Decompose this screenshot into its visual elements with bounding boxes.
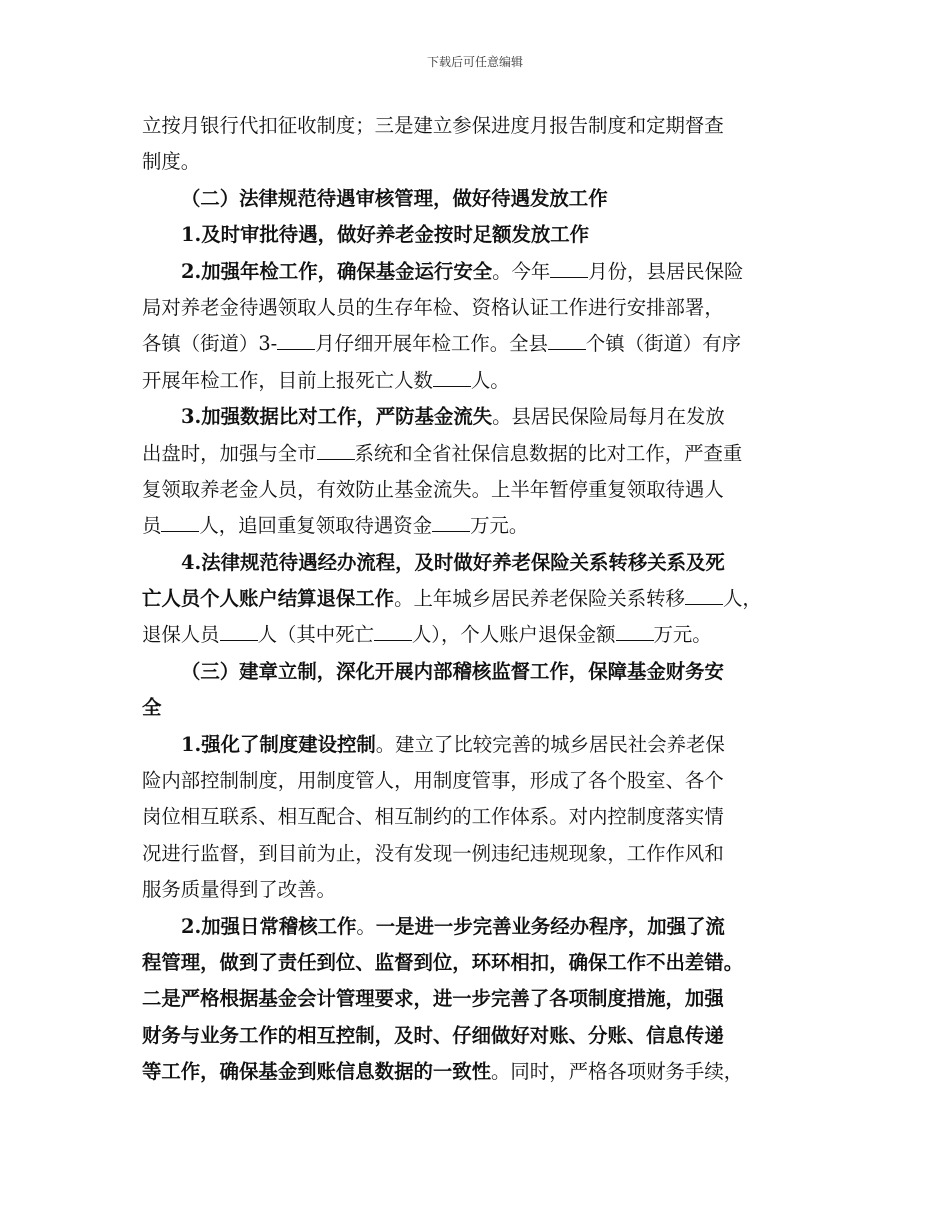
paragraph-line [142,909,810,945]
paragraph-line [142,326,810,362]
text-run: 万元。 [653,623,712,647]
fill-blank [616,618,654,641]
subheading-2-1: 1.及时审批待遇，做好养老金按时足额发放工作 [181,223,590,247]
text-run: 人），个人账户退保金额 [411,623,616,647]
paragraph-line: 险内部控制制度，用制度管人，用制度管事，形成了各个股室、各个 [142,769,724,793]
fill-blank [277,327,315,350]
subheading-2-2: 2.加强年检工作，确保基金运行安全 [181,259,493,283]
paragraph-line [142,363,810,399]
paragraph-line: 复领取养老金人员，有效防止基金流失。上半年暂停重复领取待遇人 [142,477,724,501]
paragraph-line: 制度。 [142,150,201,174]
fill-blank [550,254,588,277]
paragraph-line: 立按月银行代扣征收制度；三是建立参保进度月报告制度和定期督查 [142,114,724,137]
text-run: 。县居民保险局每月在发放 [492,405,725,429]
section-heading-3-cont: 全 [142,696,162,720]
text-run: 个镇（街道）有序 [585,332,742,356]
fill-blank [432,509,470,532]
text-run: 出盘时，加强与全市 [142,441,317,465]
fill-blank [433,363,471,386]
text-run: 。上年城乡居民养老保险关系转移 [394,587,685,611]
paragraph-line: 局对养老金待遇领取人员的生存年检、资格认证工作进行安排部署， [142,295,724,319]
subheading-2-4-cont: 亡人员个人账户结算退保工作 [142,587,395,611]
text-run: 各镇（街道）3- [142,332,278,356]
paragraph-line: 况进行监督，到目前为止，没有发现一例违纪违规现象，工作作风和 [142,841,724,865]
paragraph-line [142,581,810,617]
section-heading-3: （三）建章立制，深化开展内部稽核监督工作，保障基金财务安 [181,659,724,683]
text-run: 人。 [470,368,510,392]
paragraph-line: 岗位相互联系、相互配合、相互制约的工作体系。对内控制度落实情 [142,805,724,829]
text-run: 系统和全省社保信息数据的比对工作，严查重 [354,441,743,465]
text-run: 。建立了比较完善的城乡居民社会养老保 [375,732,725,756]
text-run: 。 [356,914,376,938]
paragraph-line [142,617,810,653]
fill-blank [548,327,586,350]
paragraph-line [142,436,810,472]
paragraph-line [142,727,810,763]
paragraph-line [142,508,810,544]
document-body [142,108,810,1091]
text-run: 开展年检工作，目前上报死亡人数 [142,368,433,392]
paragraph-line: 服务质量得到了改善。 [142,878,336,902]
text-run: 人，追回重复领取待遇资金 [199,514,433,538]
text-run: 退保人员 [142,623,220,647]
text-run-bold: 一是进一步完善业务经办程序，加强了流 [375,914,725,938]
subheading-2-4: 4.法律规范待遇经办流程，及时做好养老保险关系转移关系及死 [181,550,725,574]
text-run: 月仔细开展年检工作。全县 [315,332,548,356]
subheading-3-2: 2.加强日常稽核工作 [181,914,357,938]
fill-blank [374,618,412,641]
fill-blank [685,582,723,605]
text-run-bold: 等工作，确保基金到账信息数据的一致性 [142,1060,492,1084]
paragraph-line: 程管理，做到了责任到位、监督到位，环环相扣，确保工作不出差错。 [142,950,744,974]
text-run: 。同时，严格各项财务手续， [491,1060,744,1084]
page-header: 下载后可任意编辑 [426,55,523,69]
subheading-2-3: 3.加强数据比对工作，严防基金流失 [181,405,493,429]
paragraph-line [142,254,810,290]
fill-blank [317,436,355,459]
text-run: 人， [722,587,762,611]
paragraph-line: 财务与业务工作的相互控制，及时、仔细做好对账、分账、信息传递 [142,1023,724,1047]
text-run: 员 [142,514,162,538]
paragraph-line [142,1054,810,1090]
paragraph-line: 二是严格根据基金会计管理要求，进一步完善了各项制度措施，加强 [142,987,724,1011]
subheading-3-1: 1.强化了制度建设控制 [181,732,376,756]
fill-blank [220,618,258,641]
section-heading-2: （二）法律规范待遇审核管理，做好待遇发放工作 [181,186,608,210]
text-run: 人（其中死亡 [257,623,374,647]
fill-blank [161,509,199,532]
text-run: 。今年 [492,259,551,283]
text-run: 月份，县居民保险 [588,259,744,283]
paragraph-line [142,399,810,435]
text-run: 万元。 [470,514,529,538]
